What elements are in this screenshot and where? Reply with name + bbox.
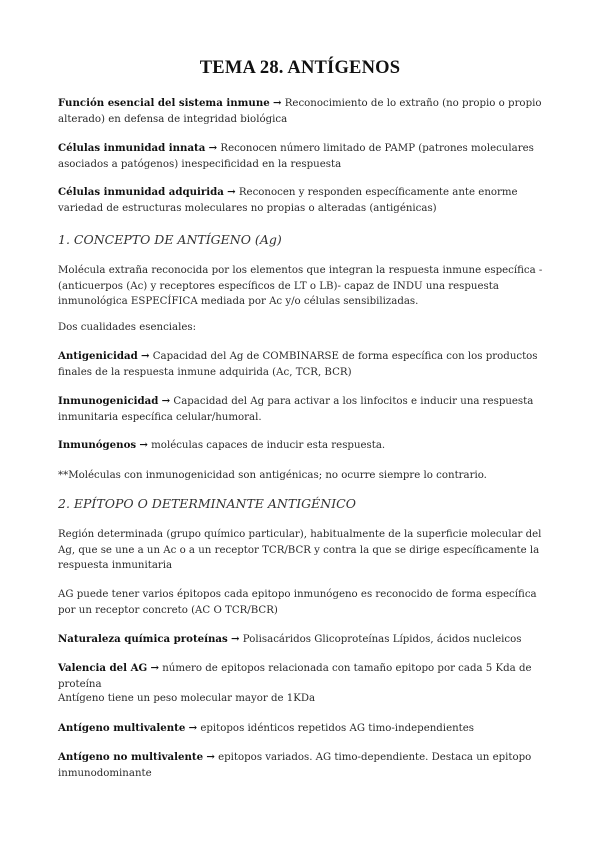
term: Inmunógenos	[58, 439, 137, 451]
term: Antigenicidad	[58, 350, 138, 362]
arrow-icon: →	[206, 751, 215, 763]
arrow-icon: →	[272, 97, 282, 109]
section-heading-epitopo: 2. EPÍTOPO O DETERMINANTE ANTIGÉNICO	[58, 496, 356, 511]
paragraph-inmunogenos	[58, 438, 548, 454]
page-title: TEMA 28. ANTÍGENOS	[199, 58, 401, 78]
paragraph-valencia	[58, 661, 548, 692]
paragraph-inmunidad-adquirida	[58, 185, 548, 216]
arrow-icon: →	[150, 662, 159, 674]
arrow-icon: →	[188, 722, 198, 734]
term: Antígeno no multivalente	[58, 751, 204, 763]
definition: número de epitopos relacionada con tamaño epitopo por cada 5 Kda de proteína	[58, 663, 532, 690]
arrow-icon: →	[161, 395, 171, 407]
paragraph-multivalente	[58, 721, 548, 737]
term: Valencia del AG	[58, 662, 148, 674]
arrow-icon: →	[227, 186, 236, 198]
arrow-icon: →	[208, 142, 218, 154]
paragraph-molecula-extrana: Molécula extraña reconocida por los elementos que integran la respuesta inmune específica -(anticuerpos (Ac) y receptores específicos de LT o LB)- capaz de INDU una respuesta inmunológica ESPECÍFICA mediada por Ac y/o células sensibilizadas.	[58, 265, 543, 307]
definition: Capacidad del Ag de COMBINARSE de forma específica con los productos finales de la respuesta inmune adquirida (Ac, TCR, BCR)	[58, 351, 538, 378]
paragraph-no-multivalente	[58, 750, 548, 781]
paragraph-antigenicidad	[58, 349, 548, 380]
term: Función esencial del sistema inmune	[58, 97, 270, 109]
arrow-icon: →	[139, 439, 148, 451]
term: Antígeno multivalente	[58, 722, 186, 734]
term: Células inmunidad innata	[58, 142, 206, 154]
paragraph-nota-antigenicas: **Moléculas con inmunogenicidad son antigénicas; no ocurre siempre lo contrario.	[58, 470, 487, 481]
paragraph-varios-epitopos: AG puede tener varios épitopos cada epitopo inmunógeno es reconocido de forma específica por un receptor concreto (AC O TCR/BCR)	[58, 589, 537, 616]
definition: Reconocen número limitado de PAMP (patrones moleculares asociados a patógenos) inespecificidad en la respuesta	[58, 143, 534, 170]
paragraph-inmunogenicidad	[58, 394, 548, 425]
paragraph-funcion-esencial	[58, 96, 548, 127]
section-heading-concepto: 1. CONCEPTO DE ANTÍGENO (Ag)	[58, 232, 282, 247]
definition: epitopos idénticos repetidos AG timo-independientes	[197, 723, 475, 734]
definition: moléculas capaces de inducir esta respuesta.	[147, 440, 386, 451]
definition: epitopos variados. AG timo-dependiente. Destaca un epitopo inmunodominante	[58, 752, 532, 779]
paragraph-inmunidad-innata	[58, 141, 548, 172]
definition: Reconocen y responden específicamente ante enorme variedad de estructuras moleculares no propias o alteradas (antigénicas)	[58, 187, 518, 214]
term: Naturaleza química proteínas	[58, 633, 228, 645]
definition: Reconocimiento de lo extraño (no propio o propio alterado) en defensa de integridad biológica	[58, 98, 542, 125]
definition: Polisacáridos Glicoproteínas Lípidos, ácidos nucleicos	[239, 634, 522, 645]
paragraph-dos-cualidades: Dos cualidades esenciales:	[58, 322, 197, 333]
definition: Capacidad del Ag para activar a los linfocitos e inducir una respuesta inmunitaria específica celular/humoral.	[58, 396, 534, 423]
arrow-icon: →	[231, 633, 240, 645]
paragraph-peso-molecular: Antígeno tiene un peso molecular mayor de 1KDa	[58, 693, 316, 704]
term: Inmunogenicidad	[58, 395, 159, 407]
term: Células inmunidad adquirida	[58, 186, 224, 198]
arrow-icon: →	[140, 350, 150, 362]
paragraph-region-determinada: Región determinada (grupo químico particular), habitualmente de la superficie molecular del Ag, que se une a un Ac o a un receptor TCR/BCR y contra la que se dirige específicamente la respuesta inmunitaria	[58, 529, 542, 571]
paragraph-naturaleza-quimica	[58, 632, 548, 648]
